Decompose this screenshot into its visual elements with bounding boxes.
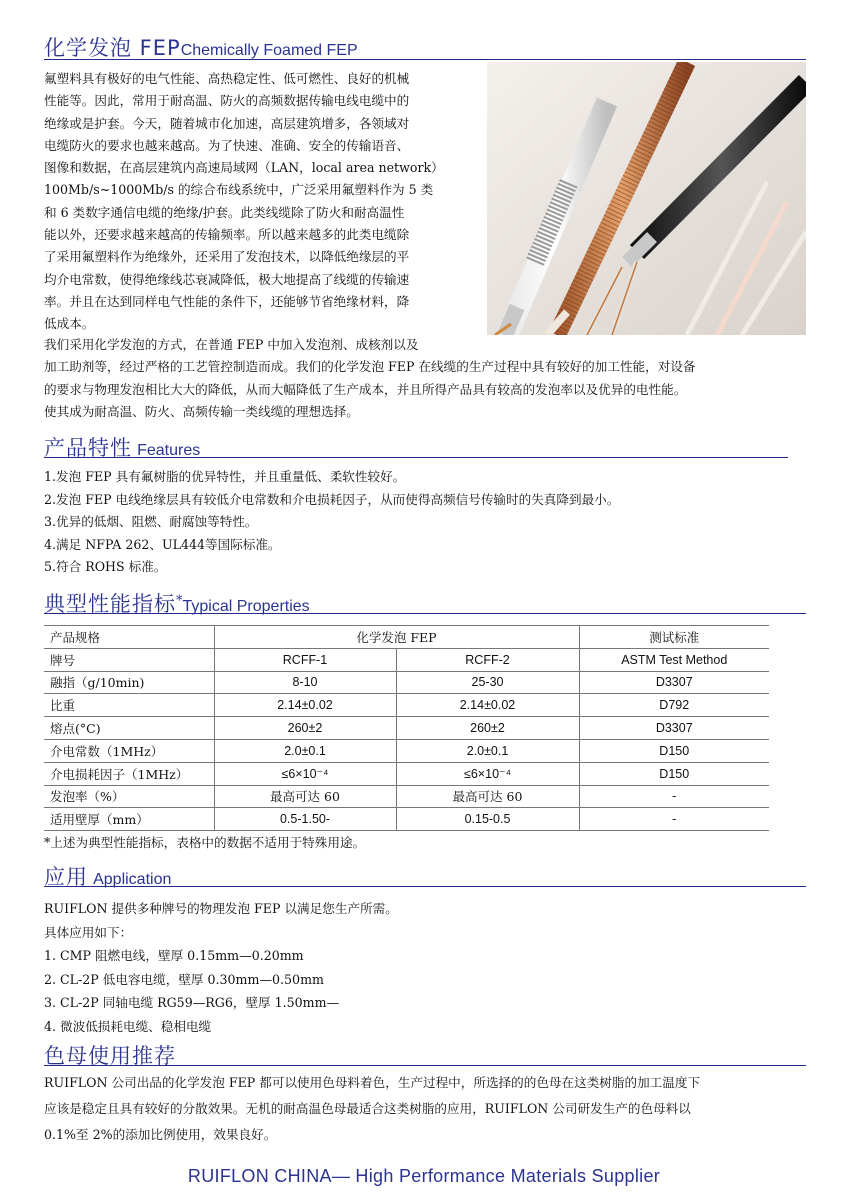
table-cell: 8-10 bbox=[214, 671, 396, 694]
list-item: 2.发泡 FEP 电线绝缘层具有较低介电常数和介电损耗因子，从而使得高频信号传输时的失真降到最小。 bbox=[44, 491, 620, 507]
table-row bbox=[44, 694, 769, 717]
table-cell: RCFF-2 bbox=[396, 648, 579, 671]
list-item: 3. CL-2P 同轴电缆 RG59—RG6，壁厚 1.50mm— bbox=[44, 995, 340, 1010]
intro-line: 图像和数据，在高层建筑内高速局域网（LAN，local area network） bbox=[44, 160, 444, 176]
table-cell: 2.0±0.1 bbox=[396, 739, 579, 762]
page-title bbox=[44, 32, 806, 60]
table-cell: 适用壁厚（mm） bbox=[44, 808, 214, 831]
cable-photo bbox=[487, 62, 806, 335]
intro-line: 均介电常数，使得绝缘线芯衰减降低，极大地提高了线缆的传输速 bbox=[44, 271, 410, 287]
intro-full-line: 使其成为耐高温、防火、高频传输一类线缆的理想选择。 bbox=[44, 403, 359, 419]
table-cell: 发泡率（%） bbox=[44, 785, 214, 808]
intro-line: 100Mb/s~1000Mb/s 的综合布线系统中，广泛采用氟塑料作为 5 类 bbox=[44, 182, 434, 198]
footer-tagline: RUIFLON CHINA— High Performance Materials Supplier bbox=[187, 1166, 661, 1186]
table-cell: D792 bbox=[579, 694, 769, 717]
list-item: 3.优异的低烟、阻燃、耐腐蚀等特性。 bbox=[44, 514, 258, 529]
table-cell: 2.14±0.02 bbox=[396, 694, 579, 717]
application-heading bbox=[44, 861, 806, 887]
intro-line: 低成本。 bbox=[44, 316, 95, 332]
intro-line: 氟塑料具有极好的电气性能、高热稳定性、低可燃性、良好的机械 bbox=[44, 71, 410, 86]
table-cell: 最高可达 60 bbox=[214, 785, 396, 808]
table-cell: D3307 bbox=[579, 717, 769, 740]
list-item: 1. CMP 阻燃电线，壁厚 0.15mm—0.20mm bbox=[44, 948, 304, 963]
table-row bbox=[44, 762, 769, 785]
cable-photo-image bbox=[487, 62, 806, 335]
intro-line: 了采用氟塑料作为绝缘外，还采用了发泡技术，以降低绝缘层的平 bbox=[44, 249, 410, 265]
table-cell: 介电损耗因子（1MHz） bbox=[44, 762, 214, 785]
table-cell: 25-30 bbox=[396, 671, 579, 694]
properties-heading-cn: 典型性能指标 bbox=[44, 592, 176, 616]
list-item: 2. CL-2P 低电容电缆，壁厚 0.30mm—0.50mm bbox=[44, 971, 324, 987]
table-cell: 融指（g/10min) bbox=[44, 671, 214, 694]
table-row bbox=[44, 717, 769, 740]
intro-paragraph bbox=[44, 68, 480, 336]
intro-line: 电缆防火的要求也越来越高。为了快速、准确、安全的传输语音、 bbox=[44, 137, 410, 153]
features-heading bbox=[44, 432, 788, 458]
application-list bbox=[44, 897, 398, 1038]
color-heading bbox=[44, 1040, 806, 1066]
table-cell: 比重 bbox=[44, 694, 214, 717]
properties-heading-mark: * bbox=[176, 593, 183, 609]
color-paragraph bbox=[44, 1070, 814, 1148]
list-item: 1.发泡 FEP 具有氟树脂的优异特性，并且重量低、柔软性较好。 bbox=[44, 469, 406, 484]
table-row bbox=[44, 648, 769, 671]
intro-continuation bbox=[44, 334, 814, 423]
table-cell: ≤6×10⁻⁴ bbox=[214, 762, 396, 785]
table-cell: ≤6×10⁻⁴ bbox=[396, 762, 579, 785]
table-cell: 260±2 bbox=[214, 717, 396, 740]
table-cell: - bbox=[579, 785, 769, 808]
properties-table bbox=[44, 625, 769, 831]
intro-line: 率。并且在达到同样电气性能的条件下，还能够节省绝缘材料，降 bbox=[44, 293, 410, 309]
table-cell: 介电常数（1MHz） bbox=[44, 739, 214, 762]
table-cell: 0.15-0.5 bbox=[396, 808, 579, 831]
table-row bbox=[44, 739, 769, 762]
table-header-cell: 测试标准 bbox=[579, 626, 769, 649]
table-cell: 牌号 bbox=[44, 648, 214, 671]
table-cell: - bbox=[579, 808, 769, 831]
page-title-cn: 化学发泡 FEP bbox=[44, 36, 181, 60]
list-item: 5.符合 ROHS 标准。 bbox=[44, 559, 167, 574]
intro-full-line: 加工助剂等，经过严格的工艺管控制造而成。我们的化学发泡 FEP 在线缆的生产过程中具有较好的加工性能，对设备 bbox=[44, 359, 696, 375]
table-cell: D150 bbox=[579, 762, 769, 785]
table-row bbox=[44, 808, 769, 831]
list-item: 4. 微波低损耗电缆、稳相电缆 bbox=[44, 1018, 212, 1034]
table-row bbox=[44, 785, 769, 808]
table-cell: 260±2 bbox=[396, 717, 579, 740]
table-header-row bbox=[44, 626, 769, 649]
intro-full-line: 的要求与物理发泡相比大大的降低，从而大幅降低了生产成本，并且所得产品具有较高的发泡率以及优异的电性能。 bbox=[44, 381, 687, 397]
table-cell: ASTM Test Method bbox=[579, 648, 769, 671]
color-line: 应该是稳定且具有较好的分散效果。无机的耐高温色母最适合这类树脂的应用，RUIFLON 公司研发生产的色母料以 bbox=[44, 1101, 691, 1116]
intro-line: 性能等。因此，常用于耐高温、防火的高频数据传输电线电缆中的 bbox=[44, 93, 410, 109]
application-heading-en: Application bbox=[93, 871, 172, 888]
intro-full-line: 我们采用化学发泡的方式，在普通 FEP 中加入发泡剂、成核剂以及 bbox=[44, 337, 419, 352]
features-heading-en: Features bbox=[137, 442, 201, 459]
table-cell: 最高可达 60 bbox=[396, 785, 579, 808]
list-item: 具体应用如下： bbox=[44, 924, 133, 940]
features-list bbox=[44, 466, 619, 579]
table-cell: 2.14±0.02 bbox=[214, 694, 396, 717]
list-item: 4.满足 NFPA 262、UL444等国际标准。 bbox=[44, 536, 281, 552]
table-cell: 0.5-1.50- bbox=[214, 808, 396, 831]
table-cell: 2.0±0.1 bbox=[214, 739, 396, 762]
color-line: 0.1%至 2%的添加比例使用，效果良好。 bbox=[44, 1127, 277, 1142]
table-header-cell: 产品规格 bbox=[44, 626, 214, 649]
color-heading-cn: 色母使用推荐 bbox=[44, 1044, 176, 1068]
list-item: RUIFLON 提供多种牌号的物理发泡 FEP 以满足您生产所需。 bbox=[44, 901, 398, 916]
properties-heading bbox=[44, 588, 806, 614]
table-row bbox=[44, 671, 769, 694]
table-cell: 熔点(°C) bbox=[44, 717, 214, 740]
intro-line: 绝缘或是护套。今天，随着城市化加速，高层建筑增多，各领域对 bbox=[44, 115, 410, 131]
color-line: RUIFLON 公司出品的化学发泡 FEP 都可以使用色母料着色，生产过程中，所选择的的色母在这类树脂的加工温度下 bbox=[44, 1075, 701, 1090]
application-heading-cn: 应用 bbox=[44, 865, 88, 889]
table-cell: RCFF-1 bbox=[214, 648, 396, 671]
features-heading-cn: 产品特性 bbox=[44, 436, 132, 460]
table-footnote: *上述为典型性能指标，表格中的数据不适用于特殊用途。 bbox=[44, 835, 366, 850]
properties-heading-en: Typical Properties bbox=[182, 598, 310, 615]
table-cell: D150 bbox=[579, 739, 769, 762]
table-header-cell: 化学发泡 FEP bbox=[214, 626, 579, 649]
table-cell: D3307 bbox=[579, 671, 769, 694]
intro-line: 能以外，还要求越来越高的传输频率。所以越来越多的此类电缆除 bbox=[44, 227, 410, 243]
intro-line: 和 6 类数字通信电缆的绝缘/护套。此类线缆除了防火和耐高温性 bbox=[44, 204, 405, 220]
page-title-en: Chemically Foamed FEP bbox=[180, 42, 358, 59]
